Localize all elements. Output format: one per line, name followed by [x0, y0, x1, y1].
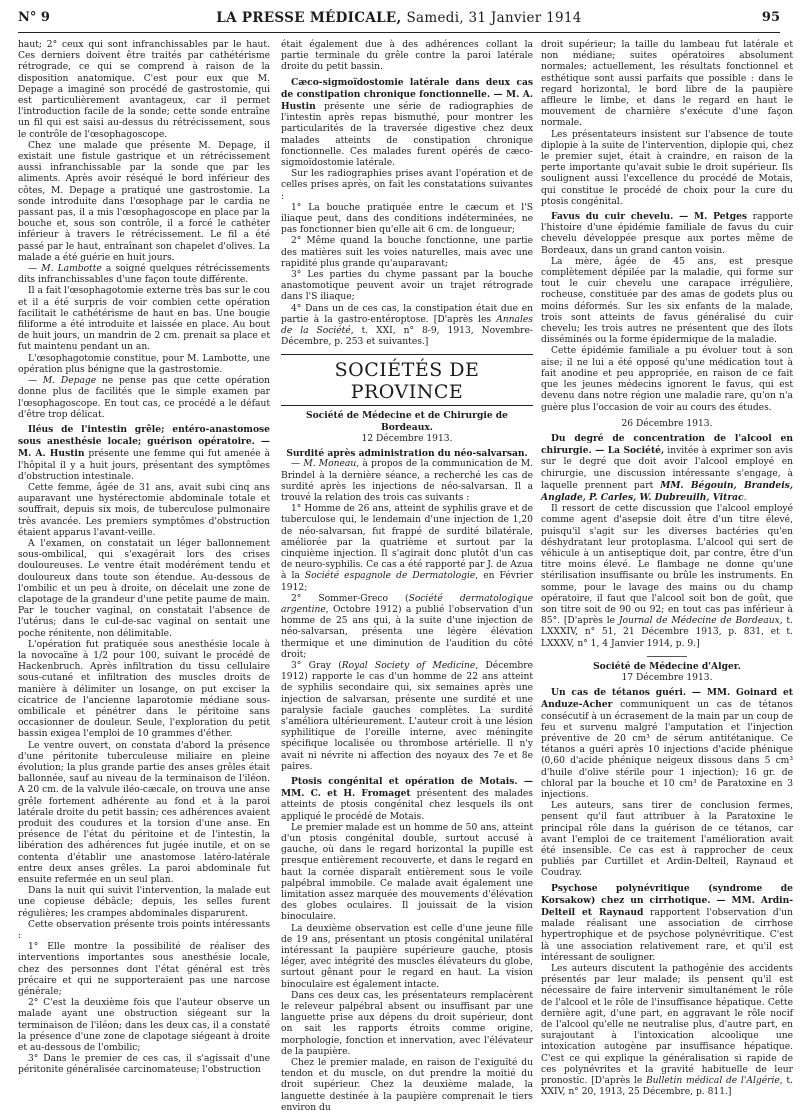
paragraph-text: présentent des malades atteints de ptosis congénital chez lesquels ils ont appliqué le procédé de Motais.	[281, 789, 533, 822]
journal-reference: Royal Society of Medicine	[341, 660, 476, 671]
paragraph-text: présente une femme qui fut amenée à l'hôpital il y a huit jours, présentant des symptômes d'obstruction intestinale.	[18, 449, 270, 482]
session-date: 17 Décembre 1913.	[621, 672, 713, 683]
paragraph: Chez une malade que présente M. Depage, il existait une fistule gastrique et un rétrécissement aussi infranchissable par la sonde que par les aliments. Après avoir réséqué le bord inférieur des côtes, M. Depage a pratiqué une gastrostomie. La sonde introduite dans l'œsophage par le cardia ne passant pas, il a mis l'œsophagoscope en place par la bouche et, sous son contrôle, il a forcé le cathéter inférieur à travers le rétrécissement. Le fil a été passé par le haut, entraînant son chapelet d'olives. La malade a été guérie en huit jours.	[18, 140, 270, 263]
paragraph: 2° Même quand la bouche fonctionne, une partie des matières suit les voies naturelles, mais avec une rapidité plus grande qu'auparavant;	[281, 236, 533, 269]
article-title: Du degré de concentration de l'alcool en chirurgie. — La Société,	[541, 432, 793, 457]
section-title: SOCIÉTÉS DE PROVINCE	[281, 354, 533, 406]
society-heading: Société de Médecine d'Alger.	[593, 660, 741, 672]
article-title: Un cas de tétanos guéri. — MM. Goinard et Anduze-Acher	[541, 687, 793, 711]
paragraph: Chez le premier malade, en raison de l'exiguïté du tendon et du muscle, on dut prendre la moitié du droit supérieur. Chez la deuxième malade, la languette destinée à la paupière comprenait le tiers environ du	[281, 1058, 533, 1113]
journal-title-line	[18, 10, 780, 26]
paragraph-text: rapportent l'observation d'un malade réalisant une association de cirrhose hypertrophique et de psychose polynévritique. C'est là une association relativement rare, et qu'il est intéressant de souligner.	[541, 908, 794, 963]
paragraph: 3° Dans le premier de ces cas, il s'agissait d'une péritonite généralisée carcinomateuse; l'obstruction	[18, 1054, 270, 1076]
page-number: 95	[761, 10, 780, 25]
article-title: Psychose polynévritique (syndrome de Korsakow) chez un cirrhotique. — MM. Ardin-Delteil et Raynaud	[541, 882, 793, 919]
paragraph: 3° Gray (Royal Society of Medicine, Décembre 1912) rapporte le cas d'un homme de 22 ans atteint de syphilis secondaire qui, six semaines après une injection de salvarsan, présente une surdité et une paralysie faciale gauches complètes. La surdité s'améliora ultérieurement. L'auteur croit à une lésion syphilitique de l'oreille interne, avec méningite spécifique localisée ou thrombose artérielle. Il n'y avait ni névrite ni affection des noyaux des 7e et 8e paires.	[281, 660, 533, 772]
paragraph: L'œsophagotomie constitue, pour M. Lambotte, une opération plus bénigne que la gastrostomie.	[18, 353, 270, 375]
paragraph: Le premier malade est un homme de 50 ans, atteint d'un ptosis congénital double, surtout accusé à gauche, où dans le regard horizontal la pupille est presque entièrement recouverte, et dans le regard en haut la cornée disparaît entièrement sous le voile palpébral immobile. Ce malade avait également une limitation assez marquée des mouvements d'élévation des globes oculaires. Il jouissait de la vision binoculaire.	[281, 822, 533, 923]
paragraph-text: a soigné quelques rétrécissements dits infranchissables d'une façon toute différente.	[18, 264, 270, 286]
article-title: Iléus de l'intestin grêle; entéro-anastomose sous anesthésie locale; guérison opératoire. — M. A. Hustin	[18, 423, 270, 460]
paragraph: Dans la nuit qui suivit l'intervention, la malade eut une copieuse débâcle; depuis, les selles furent régulières; les crampes abdominales disparurent.	[18, 886, 270, 919]
paragraph-text: rapporte l'histoire d'une épidémie familiale de favus du cuir chevelu développée presque aux portes même de Bordeaux, dans un grand canton voisin.	[541, 212, 794, 256]
paragraph: Les auteurs discutent la pathogénie des accidents présentés par leur malade; ils pensent qu'il est nécessaire de faire intervenir simultanément le rôle de l'alcool et le rôle de l'insuffisance hépatique. Cette dernière agit, d'une part, en aggravant le rôle nocif de l'alcool qu'elle ne neutralise plus, d'autre part, en surajoutant à l'intoxication alcoolique une intoxication autogène par insuffisance hépatique. C'est ce qui explique la généralisation si rapide de ces polynévrites et la gravité habituelle de leur pronostic. [D'après le Bulletin médical de l'Algérie, t. XXIV, n° 20, 1913, 25 Décembre, p. 811.]	[541, 964, 793, 1098]
column-2	[281, 40, 533, 1113]
page-header	[18, 10, 780, 30]
session-date: 26 Décembre 1913.	[621, 418, 713, 429]
paragraph-text: ne pense pas que cette opération donne plus de facilités que le simple examen par l'œsophagoscope. En tout cas, ce procédé a le défaut d'être trop délicat.	[18, 376, 270, 420]
paragraph: La deuxième observation est celle d'une jeune fille de 19 ans, présentant un ptosis congénital unilatéral intéressant la paupière supérieure gauche, ptosis léger, avec intégrité des muscles élévateurs du globe, surtout gênant pour le regard en haut. La vision binoculaire est également intacte.	[281, 923, 533, 990]
author-name: — M. Depage	[28, 376, 97, 387]
article-title: Cæco-sigmoïdostomie latérale dans deux cas de constipation chronique fonctionnelle. — M. A. Hustin	[281, 76, 533, 113]
paragraph: 3° Les parties du chyme passant par la bouche anastomotique peuvent avoir un trajet rétrograde dans l'S iliaque;	[281, 270, 533, 303]
paragraph	[281, 77, 533, 170]
paragraph: 1° La bouche pratiquée entre le cæcum et l'S iliaque peut, dans des conditions indéterminées, ne pas fonctionner bien qu'elle ait 6 cm. de longueur;	[281, 202, 533, 236]
article-title: Ptosis congénital et opération de Motais. — MM. C. et H. Fromaget	[281, 775, 533, 800]
paragraph: L'opération fut pratiquée sous anesthésie locale à la novocaïne à 1/2 pour 100, suivant le procédé de Hackenbruch. Après infiltration du tissu cellulaire sous-cutané et infiltration des muscles droits de manière à délimiter un losange, on put exciser la cicatrice de l'ancienne laparotomie médiane sous-ombilicale et pénétrer dans le péritoine sans occasionner de douleur. Seule, l'exploration du petit bassin exigea l'emploi de 10 grammes d'éther.	[18, 639, 270, 740]
participant-names: MM. Bégouin, Brandeis, Anglade, P. Carles, W. Dubreuilh, Vitrac	[541, 479, 793, 503]
paragraph: Dans ces deux cas, les présentateurs remplacèrent le releveur palpébral absent ou insuffisant par une languette prise aux dépens du droit supérieur, dont on sait les rapports étroits comme origine, morphologie, fonction et innervation, avec l'élévateur de la paupière.	[281, 990, 533, 1057]
paragraph: 2° C'est la deuxième fois que l'auteur observe un malade ayant une obstruction siégeant sur la terminaison de l'iléon; dans les deux cas, il a constaté la présence d'une zone de clapotage siégeant à droite et au-dessous de l'ombilic;	[18, 998, 270, 1054]
paragraph-text: à propos de la communication de M. Brindel à la dernière séance, a recherché les cas de surdité après les injections de néo-salvarsan. Il a trouvé la relation des trois cas suivants :	[281, 459, 533, 503]
journal-title: LA PRESSE MÉDICALE,	[216, 10, 402, 26]
paragraph: Cette observation présente trois points intéressants :	[18, 919, 270, 942]
issue-number: N° 9	[18, 10, 50, 25]
paragraph	[541, 883, 793, 964]
paragraph: droit supérieur; la taille du lambeau fut latérale et non médiane; suites opératoires absolument normales; actuellement, les résultats fonctionnel et esthétique sont aussi parfaits que possible : dans le regard horizontal, le bord libre de la paupière affleure le limbe, et dans le regard en haut le mouvement de charnière s'exécute d'une façon normale.	[541, 40, 793, 129]
journal-reference: Journal de Médecine de Bordeaux	[618, 616, 780, 627]
paragraph-text: invitée à exprimer son avis sur le degré que doit avoir l'alcool employé en chirurgie, une discussion intéressante s'engage, à laquelle prennent part	[541, 446, 793, 491]
paragraph: Le ventre ouvert, on constata d'abord la présence d'une péritonite tuberculeuse miliaire en pleine évolution; la plus grande partie des anses grêles était ballonnée, sauf au niveau de la terminaison de l'iléon. A 20 cm. de la valvule iléo-cæcale, on trouva une anse grêle fortement adhérente au fond et à la paroi latérale droite du petit bassin; ces adhérences avaient produit des coudures et la torsion d'une anse. En présence de l'état du péritoine et de l'intestin, la libération des adhérences fut jugée inutile, et on se contenta d'établir une anastomose latéro-latérale entre deux anses grêles. La paroi abdominale fut ensuite refermée en un seul plan.	[18, 740, 270, 886]
journal-reference: Annales de la Société	[281, 314, 533, 337]
paragraph: Les auteurs, sans tirer de conclusion fermes, pensent qu'il faut attribuer à la Paratoxine le principal rôle dans la guérison de ce tétanos, car avant l'emploi de ce traitement l'amélioration avait été insensible. Ce cas est à rapprocher de ceux publiés par Curtillet et Ardin-Delteil, Raynaud et Coudray.	[541, 801, 793, 879]
author-name: — M. Lambotte	[28, 264, 102, 275]
paragraph	[18, 376, 270, 421]
paragraph	[541, 687, 793, 801]
paragraph: La mère, âgée de 45 ans, est presque complètement dépilée par la maladie, qui forme sur tout le cuir chevelu une carapace irrégulière, rocheuse, constituée par des amas de godets plus ou moins déformés. Sur les six enfants de la malade, trois sont atteints de favus généralisé du cuir chevelu; les trois autres ne présentent que des îlots disséminés ou la forme épidermique de la maladie.	[541, 256, 793, 346]
paragraph-text: présente une série de radiographies de l'intestin après repas bismuthé, pour montrer les particularités de la traversée digestive chez deux malades atteints de constipation chronique fonctionnelle. Ces malades furent opérés de cæco-sigmoïdostomie latérale.	[281, 102, 533, 169]
paragraph	[281, 776, 533, 823]
paragraph-text: communiquent un cas de tétanos consécutif à un écrasement de la main par un coup de feu et survenu malgré l'amputation et l'injection préventive de 20 cm³ de sérum antitétanique. Ce tétanos a guéri après 10 injections d'acide phénique (0,60 d'acide phénique neigeux dissous dans 5 cm³ d'huile d'olive stérile pour 1 injection); 16 gr. de chloral par la bouche et 10 cm³ de Paratoxine en 3 injections.	[541, 700, 793, 800]
journal-reference: Société dermatologique argentine	[281, 593, 533, 615]
paragraph	[541, 211, 793, 257]
article-title: Surdité après administration du néo-salvarsan.	[286, 448, 528, 460]
column-3	[541, 40, 794, 1098]
journal-reference: Société espagnole de Dermatologie	[304, 571, 476, 582]
session-date: 12 Décembre 1913.	[361, 433, 453, 444]
paragraph: était également due à des adhérences collant la partie terminale du grêle contre la paroi latérale droite du petit bassin.	[281, 40, 533, 73]
society-heading: Société de Médecine et de Chirurgie de Bordeaux.	[306, 410, 508, 433]
section-divider	[647, 656, 687, 657]
paragraph	[18, 264, 270, 286]
issue-date: Samedi, 31 Janvier 1914	[406, 10, 582, 26]
paragraph: Sur les radiographies prises avant l'opération et de celles prises après, on fait les constatations suivantes :	[281, 169, 533, 202]
paragraph: haut; 2° ceux qui sont infranchissables par le haut. Ces derniers doivent être traités par cathétérisme rétrograde, ce qui se comprend à raison de la disposition anatomique. C'est pour eux que M. Depage a imaginé son procédé de gastrostomie, qui est particulièrement avantageux, car il permet l'introduction facile de la sonde; cette sonde entraîne un fil qui est saisi au-dessus du rétrécissement, sous le contrôle de l'œsophagoscope.	[18, 40, 270, 140]
header-rule	[18, 32, 780, 33]
paragraph	[281, 459, 533, 504]
column-1	[18, 40, 270, 1076]
article-title: Favus du cuir chevelu. — M. Petges	[551, 211, 748, 223]
paragraph: Cette femme, âgée de 31 ans, avait subi cinq ans auparavant une hystérectomie abdominale totale et souffrait, depuis six mois, de tuberculose pulmonaire très avancée. Les premiers symptômes d'obstruction étaient apparus l'avant-veille.	[18, 482, 270, 538]
paragraph: A l'examen, on constatait un léger ballonnement sous-ombilical, qui s'exagérait lors des crises douloureuses. Le ventre était modérément tendu et douloureux dans toute son étendue. Au-dessous de l'ombilic et un peu à droite, on décelait une zone de clapotage de la grandeur d'une petite paume de main. Par le toucher vaginal, on constatait l'absence de l'utérus; dans le cul-de-sac vaginal on sentait une poche rénitente, non délimitable.	[18, 538, 270, 639]
paragraph: 1° Elle montre la possibilité de réaliser des interventions importantes sous anesthésie locale, chez des personnes dont l'état général est très précaire et qui ne supporteraient pas une narcose générale;	[18, 942, 270, 998]
paragraph	[18, 424, 270, 483]
journal-reference: Bulletin médical de l'Algérie	[645, 1076, 780, 1087]
paragraph: Il a fait l'œsophagotomie externe très bas sur le cou et il a été surpris de voir combien cette opération facilitait le cathétérisme de haut en bas. Une bougie filiforme a été introduite et laissée en place. Au bout de huit jours, un mandrin de 2 cm. prenait sa place et fut maintenu pendant un an.	[18, 286, 270, 353]
paragraph: Du degré de concentration de l'alcool en chirurgie. — La Société, invitée à exprimer son avis sur le degré que doit avoir l'alcool employé en chirurgie, une discussion intéressante s'engage, à laquelle prennent part MM. Bégouin, Brandeis, Anglade, P. Carles, W. Dubreuilh, Vitrac.	[541, 432, 793, 503]
paragraph: Cette épidémie familiale a pu évoluer tout à son aise; il ne lui a été opposé qu'une médication tout à fait anodine et peu appropriée, en raison de ce fait que les jeunes médecins ignorent le favus, qui est devenu dans notre région une maladie rare, qu'on n'a guère plus l'occasion de voir au cours des études.	[541, 346, 793, 413]
paragraph: Il ressort de cette discussion que l'alcool employé comme agent d'asepsie doit être d'un titre élevé, puisqu'il s'agit sur les diverses bactéries qu'en déshydratant leur protoplasma. L'alcool qui sert de véhicule à un antiseptique doit, par contre, être d'un titre moins élevé. Le flambage ne donne qu'une stérilisation insuffisante ou brûle les instruments. En somme, pour le lavage des mains ou du champ opératoire, il faut que l'alcool soit bon de goût, que son titre soit de 90 ou 92; en tout cas pas inférieur à 85°. [D'après le Journal de Médecine de Bordeaux, t. LXXXIV, n° 51, 21 Décembre 1913, p. 831, et t. LXXXV, n° 1, 4 Janvier 1914, p. 9.]	[541, 504, 793, 649]
paragraph: 2° Sommer-Greco (Société dermatologique argentine, Octobre 1912) a publié l'observation d'un homme de 25 ans qui, à la suite d'une injection de néo-salvarsan, présenta une légère élévation thermique et une diminution de l'audition du côté droit;	[281, 593, 533, 660]
paragraph: 1° Homme de 26 ans, atteint de syphilis grave et de tuberculose qui, le lendemain d'une injection de 1,20 de néo-salvarsan, fut frappé de surdité bilatérale, améliorée par la quatrième et surtout par la cinquième injection. Il s'agirait donc plutôt d'un cas de neuro-syphilis. Ce cas a été rapporté par J. de Azua à la Société espagnole de Dermatologie, en Février 1912;	[281, 504, 533, 593]
paragraph: Les présentateurs insistent sur l'absence de toute diplopie à la suite de l'intervention, diplopie qui, chez le premier sujet, était à craindre, en raison de la perte importante qu'avait subie le droit supérieur. Ils soulignent aussi l'excellence du procédé de Motais, qui constitue le procédé de choix pour la cure du ptosis congénital.	[541, 129, 793, 207]
author-name: — M. Moneau,	[291, 459, 360, 470]
paragraph: 4° Dans un de ces cas, la constipation était due en partie à la gastro-entéroptose. [D'après les Annales de la Société, t. XXI, n° 8-9, 1913, Novembre-Décembre, p. 253 et suivantes.]	[281, 303, 533, 348]
